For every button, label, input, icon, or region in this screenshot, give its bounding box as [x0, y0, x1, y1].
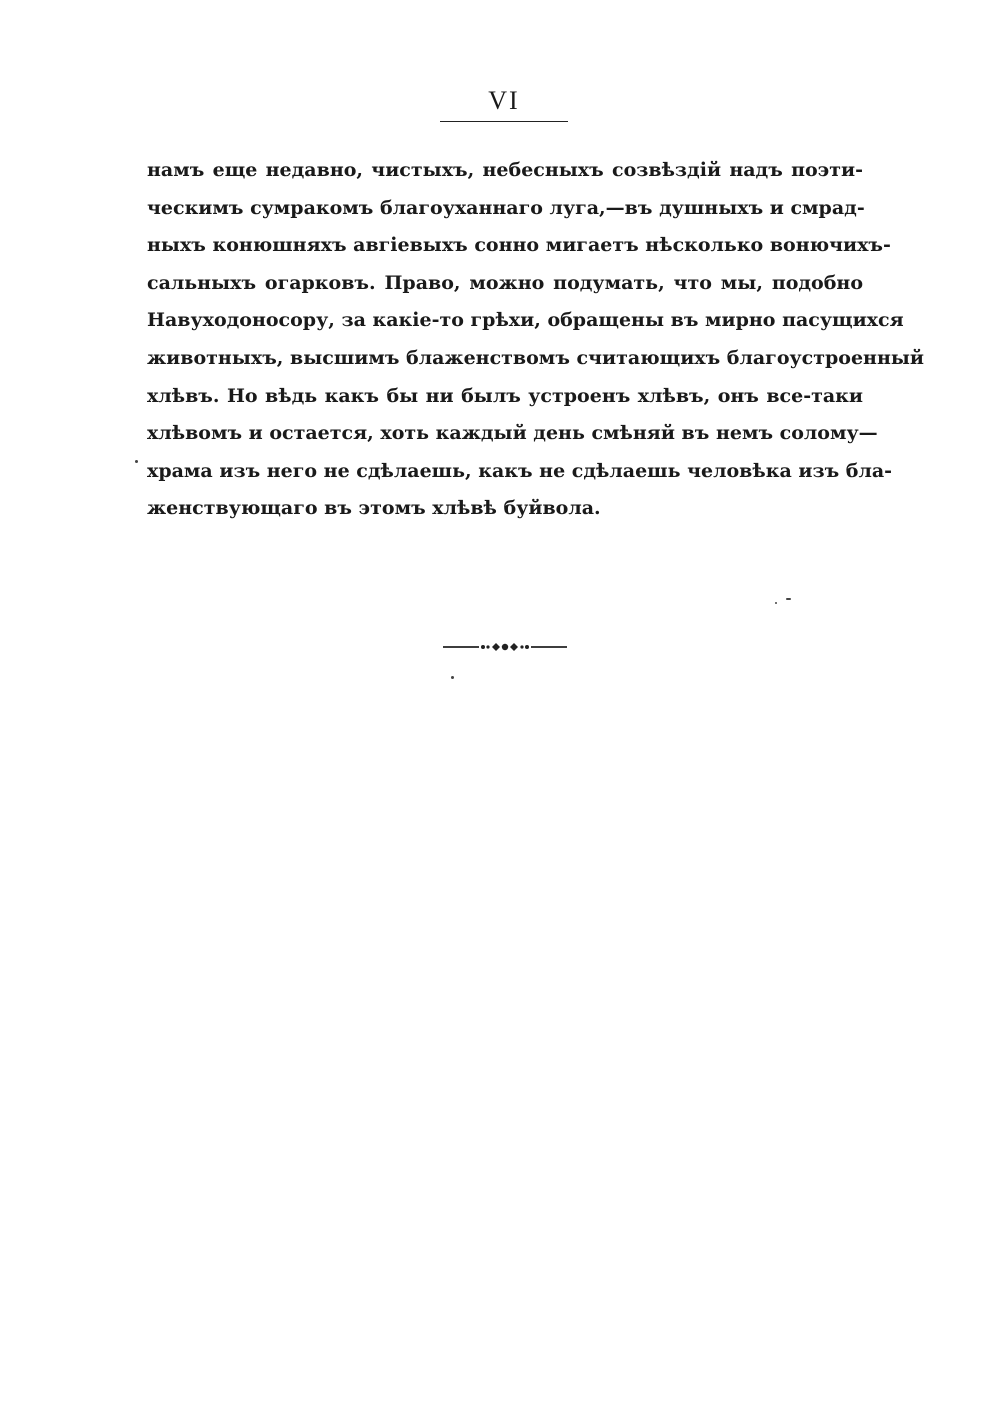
text-line: хлѣвъ. Но вѣдь какъ бы ни былъ устроенъ хлѣвъ, онъ все-таки	[147, 384, 863, 407]
text-line: Навуходоносору, за какіе-то грѣхи, обращены въ мирно пасущихся	[147, 309, 904, 332]
print-speck	[786, 598, 791, 600]
text-line: сальныхъ огарковъ. Право, можно подумать, что мы, подобно	[147, 271, 863, 294]
print-speck	[135, 460, 138, 463]
ornament-divider-icon	[443, 637, 567, 657]
text-line: ческимъ сумракомъ благоуханнаго луга,—въ душныхъ и смрад-	[147, 196, 865, 219]
text-line: животныхъ, высшимъ блаженствомъ считающихъ благоустроенный	[147, 346, 925, 369]
body-text	[147, 152, 925, 528]
text-line: храма изъ него не сдѣлаешь, какъ не сдѣлаешь человѣка изъ бла-	[147, 459, 893, 482]
print-speck	[775, 602, 777, 604]
print-speck	[451, 676, 454, 679]
page-number: VI	[488, 86, 520, 115]
header-rule	[440, 121, 568, 122]
text-line: намъ еще недавно, чистыхъ, небесныхъ созвѣздій надъ поэти-	[147, 159, 863, 181]
text-line: ныхъ конюшняхъ авгіевыхъ сонно мигаетъ нѣсколько вонючихъ-	[147, 234, 891, 257]
text-line: хлѣвомъ и остается, хоть каждый день смѣняй въ немъ солому—	[147, 422, 878, 445]
text-line: женствующаго въ этомъ хлѣвѣ буйвола.	[147, 497, 601, 520]
